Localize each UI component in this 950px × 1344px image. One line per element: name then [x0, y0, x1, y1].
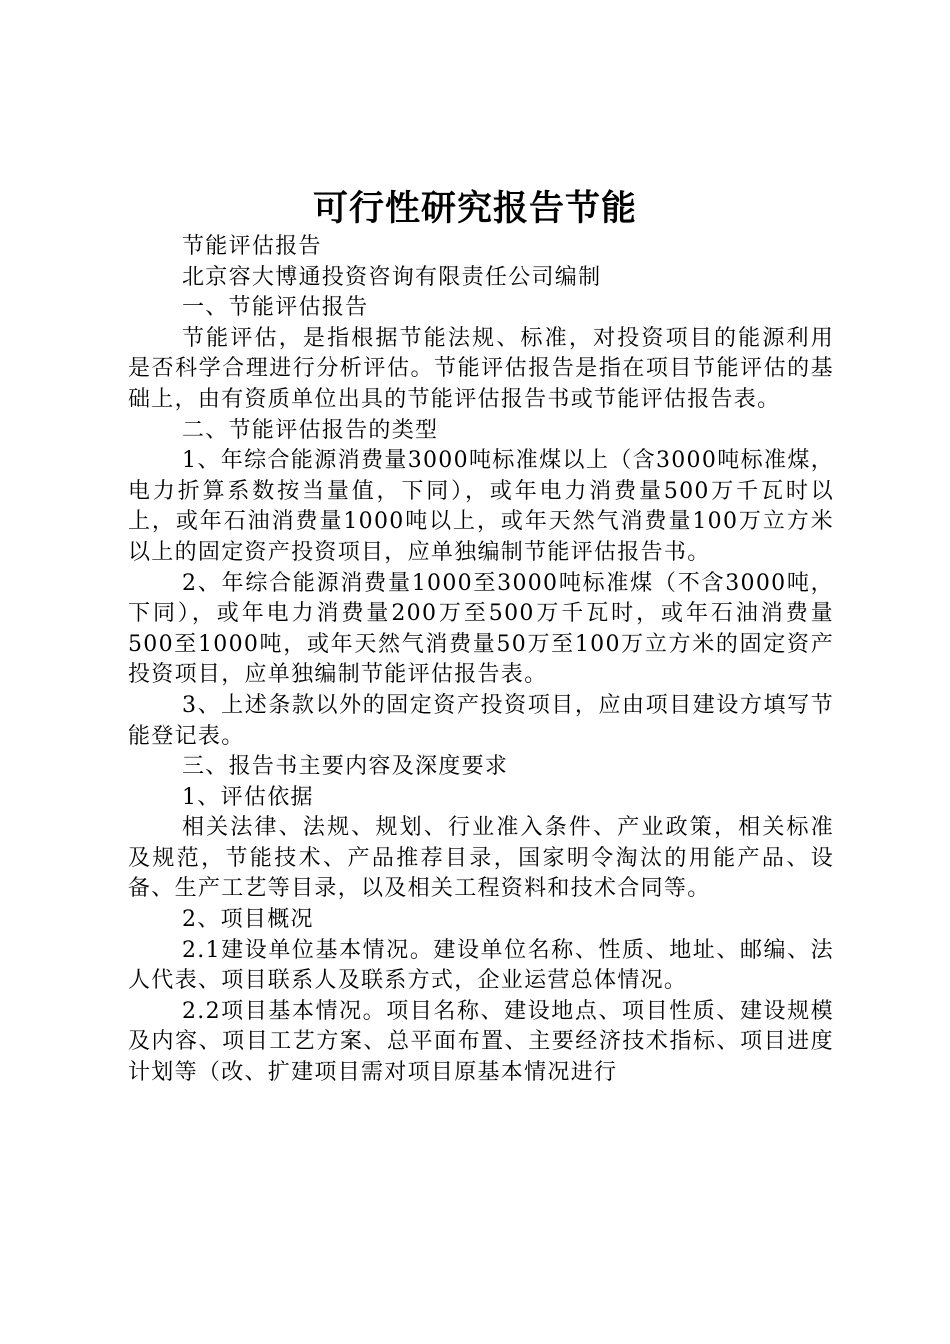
- paragraph-type-3: 3、上述条款以外的固定资产投资项目，应由项目建设方填写节能登记表。: [128, 692, 834, 749]
- section-heading-2: 二、节能评估报告的类型: [182, 417, 439, 443]
- paragraph-definition: 节能评估，是指根据节能法规、标准，对投资项目的能源利用是否科学合理进行分析评估。节能评估报告是指在项目节能评估的基础上，由有资质单位出具的节能评估报告书或节能评估报告表。: [128, 325, 834, 412]
- section-heading-1: 一、节能评估报告: [182, 295, 369, 321]
- document-title: 可行性研究报告节能: [312, 188, 637, 229]
- paragraph-type-1: 1、年综合能源消费量3000吨标准煤以上（含3000吨标准煤，电力折算系数按当量值，下同），或年电力消费量500万千瓦时以上，或年石油消费量1000吨以上，或年天然气消费量100万立方米以上的固定资产投资项目，应单独编制节能评估报告书。: [128, 448, 834, 565]
- paragraph-type-2: 2、年综合能源消费量1000至3000吨标准煤（不含3000吨，下同），或年电力消费量200万至500万千瓦时，或年石油消费量500至1000吨，或年天然气消费量50万至100万立方米的固定资产投资项目，应单独编制节能评估报告表。: [128, 570, 834, 688]
- subsection-heading-basis: 1、评估依据: [182, 784, 314, 810]
- subsection-heading-overview: 2、项目概况: [182, 907, 314, 933]
- document-body: [128, 232, 834, 1089]
- section-heading-3: 三、报告书主要内容及深度要求: [182, 754, 509, 780]
- paragraph-basis: 相关法律、法规、规划、行业准入条件、产业政策，相关标准及规范，节能技术、产品推荐目录，国家明令淘汰的用能产品、设备、生产工艺等目录，以及相关工程资料和技术合同等。: [128, 815, 834, 902]
- paragraph-report-label: 节能评估报告: [182, 234, 322, 259]
- paragraph-2-2: 2.2项目基本情况。项目名称、建设地点、项目性质、建设规模及内容、项目工艺方案、总平面布置、主要经济技术指标、项目进度计划等（改、扩建项目需对项目原基本情况进行: [128, 998, 834, 1086]
- paragraph-2-1: 2.1建设单位基本情况。建设单位名称、性质、地址、邮编、法人代表、项目联系人及联系方式，企业运营总体情况。: [128, 937, 834, 994]
- paragraph-author: 北京容大博通投资咨询有限责任公司编制: [182, 264, 602, 290]
